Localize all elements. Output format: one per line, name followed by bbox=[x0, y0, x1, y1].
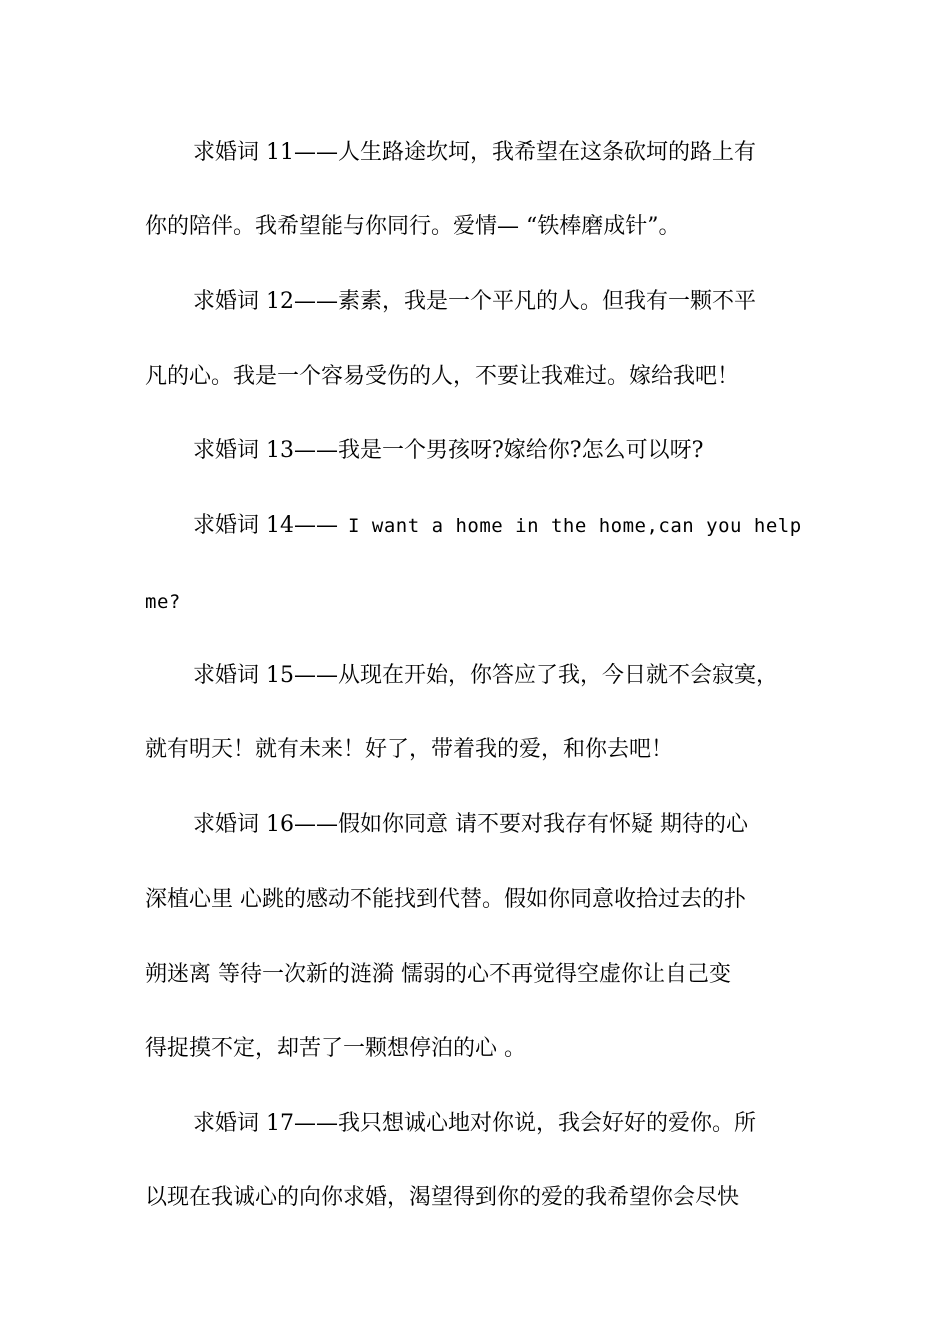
text-line: 求婚词 15——从现在开始，你答应了我，今日就不会寂寞， bbox=[193, 663, 778, 688]
text-line: 以现在我诚心的向你求婚，渴望得到你的爱的我希望你会尽快 bbox=[145, 1185, 740, 1210]
text-line: 凡的心。我是一个容易受伤的人，不要让我难过。嫁给我吧！ bbox=[145, 364, 740, 389]
text-line: me? bbox=[145, 591, 181, 613]
text-line: 朔迷离 等待一次新的涟漪 懦弱的心不再觉得空虚你让自己变 bbox=[145, 962, 731, 987]
text-line: 求婚词 11——人生路途坎坷，我希望在这条砍坷的路上有 bbox=[193, 140, 756, 165]
text-line: 就有明天！就有未来！好了，带着我的爱，和你去吧！ bbox=[145, 737, 674, 762]
text-line: 得捉摸不定，却苦了一颗想停泊的心 。 bbox=[145, 1036, 526, 1061]
text-line: 求婚词 14—— bbox=[193, 513, 338, 538]
text-line: I want a home in the home,can you help bbox=[348, 515, 802, 537]
text-line: 求婚词 12——素素，我是一个平凡的人。但我有一颗不平 bbox=[193, 289, 756, 314]
text-line: 你的陪伴。我希望能与你同行。爱情— “铁棒磨成针”。 bbox=[145, 214, 681, 239]
text-line: 求婚词 16——假如你同意 请不要对我存有怀疑 期待的心 bbox=[193, 812, 748, 837]
text-line: 求婚词 13——我是一个男孩呀?嫁给你?怎么可以呀? bbox=[193, 438, 704, 463]
text-line: 深植心里 心跳的感动不能找到代替。假如你同意收拾过去的扑 bbox=[145, 887, 746, 912]
text-line: 求婚词 17——我只想诚心地对你说，我会好好的爱你。所 bbox=[193, 1111, 756, 1136]
